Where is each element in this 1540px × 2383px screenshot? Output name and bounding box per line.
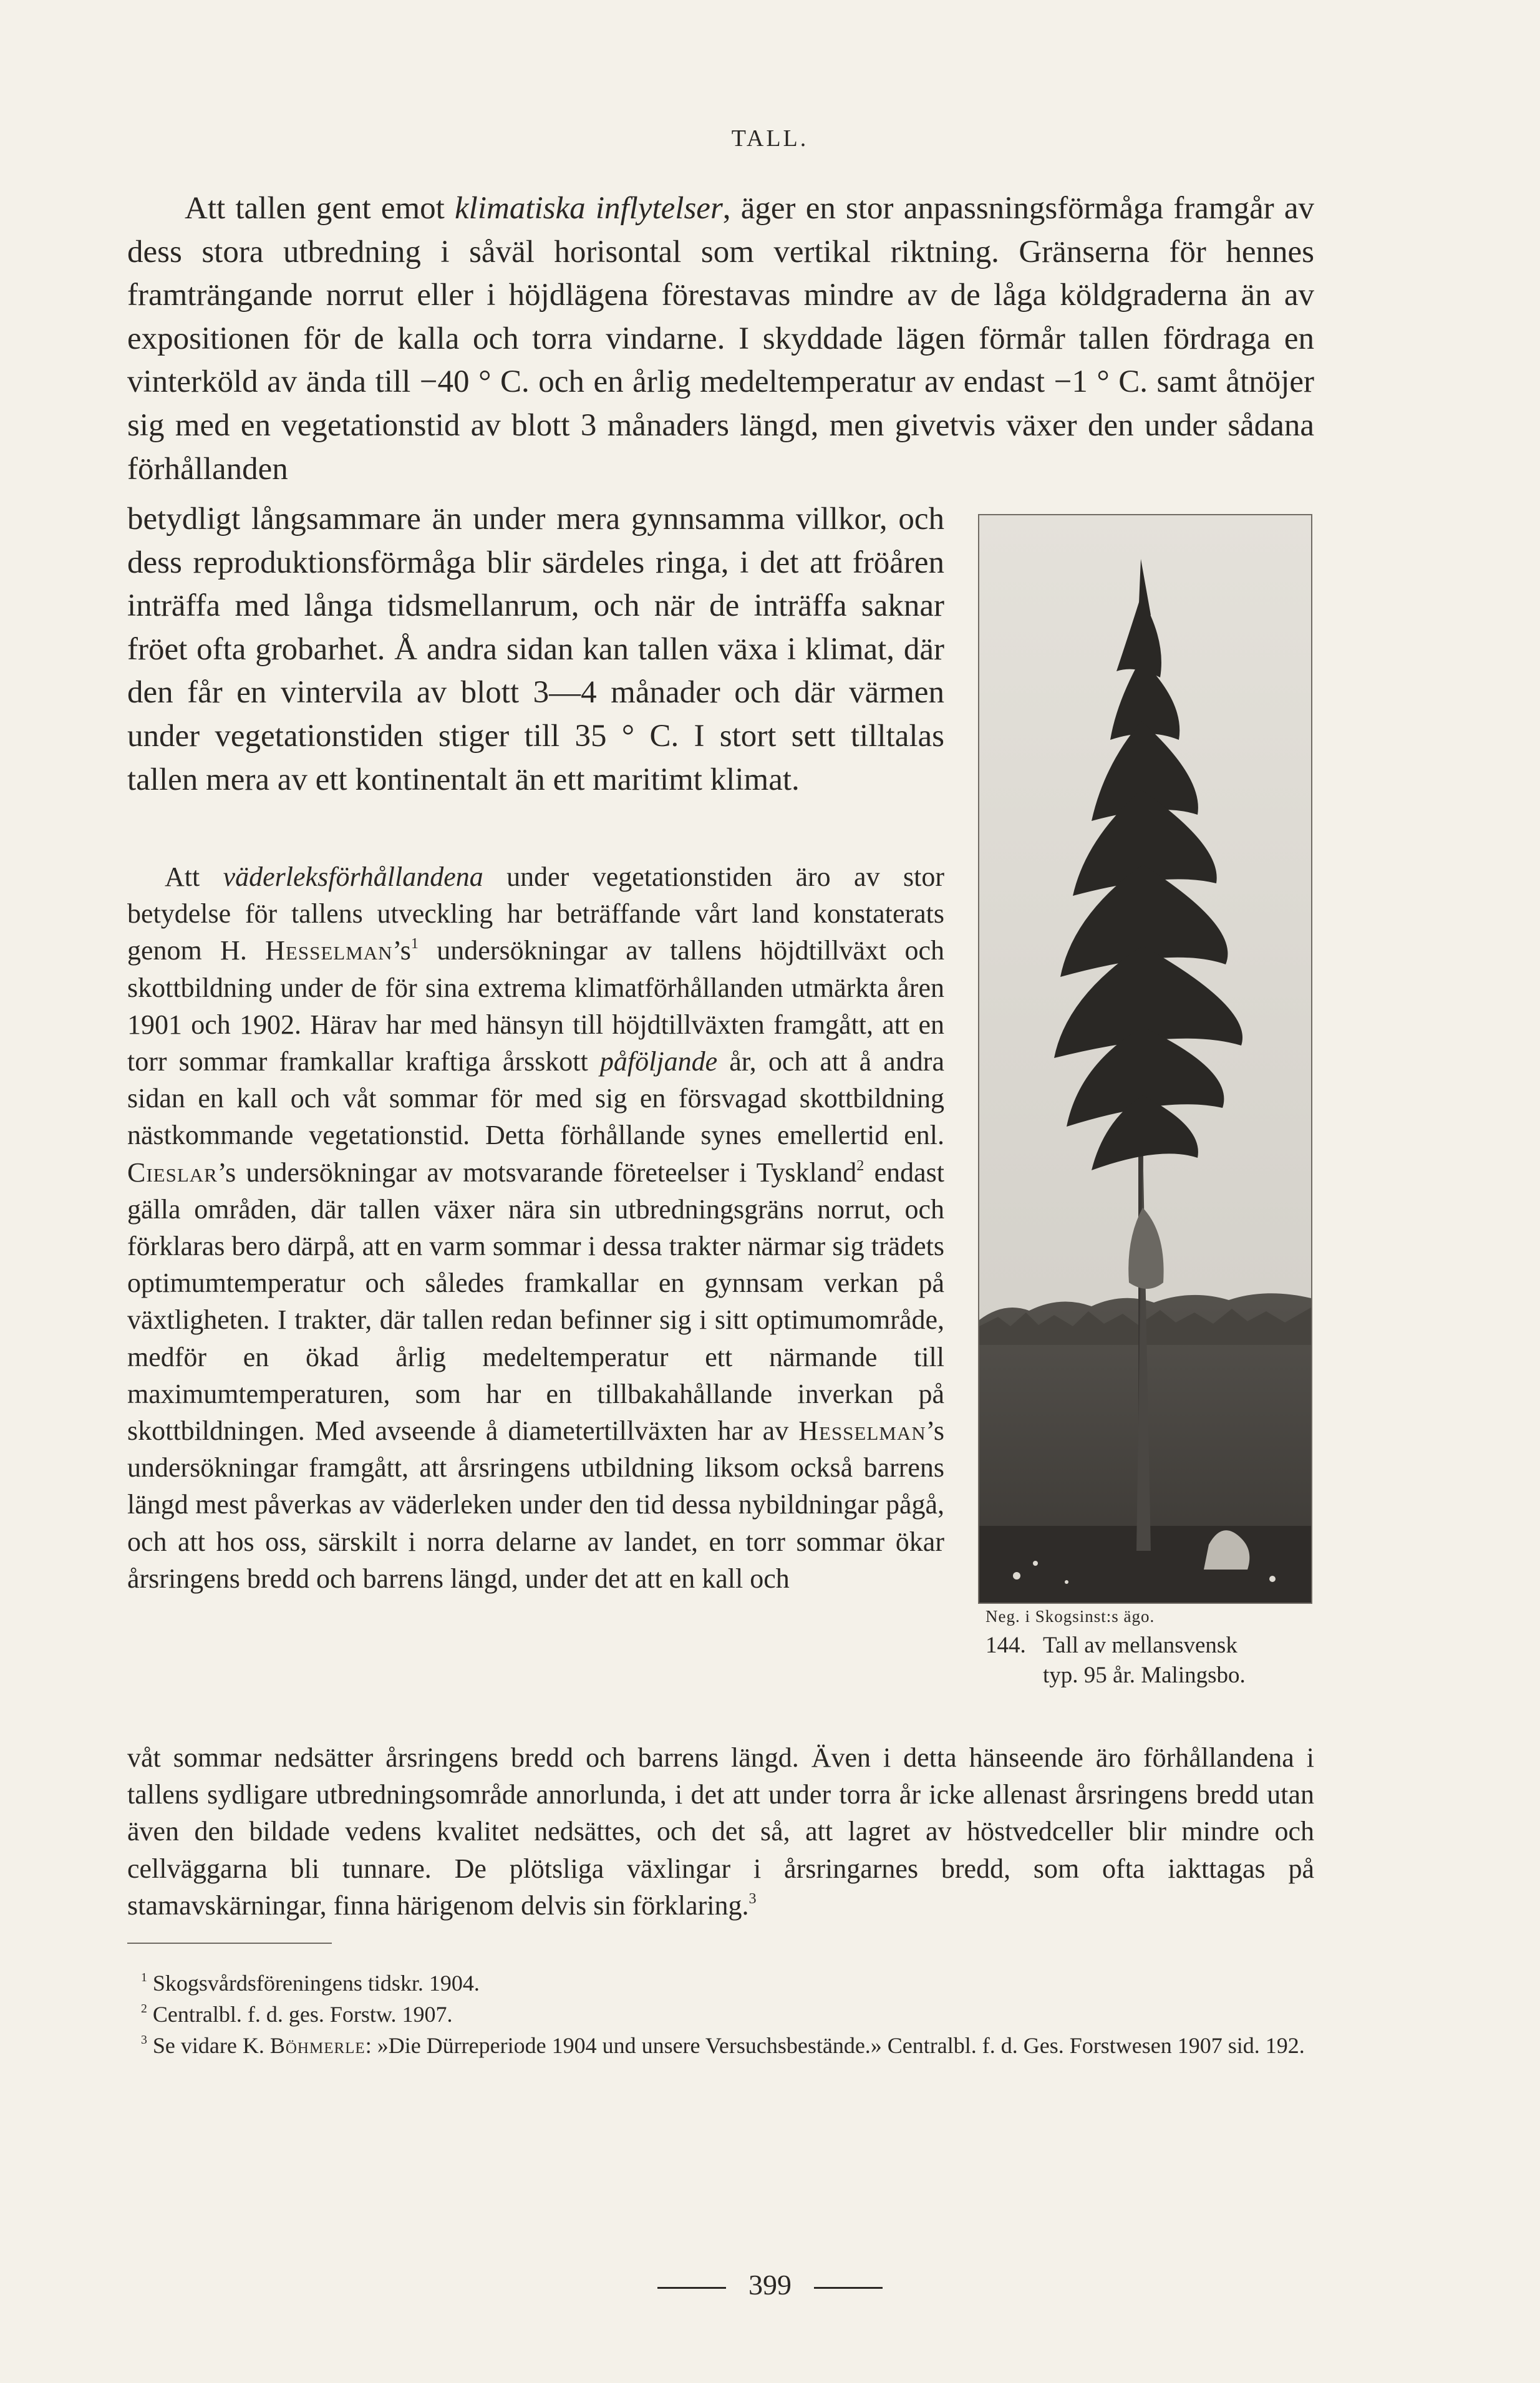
- photo-credit: Neg. i Skogsinst:s ägo.: [986, 1607, 1155, 1626]
- paragraph-2: betydligt långsammare än under mera gynnsamma villkor, och dess reproduktionsförmåga blir särdeles ringa, i det att fröåren inträffa med långa tidsmellanrum, och när de inträffa saknar fröet ofta grobarhet. Å andra sidan kan tallen växa i klimat, där den får en vintervila av blott 3—4 månader och där värmen under vegetationstiden stiger till 35 ° C. I stort sett tilltalas tallen mera av ett kontinentalt än ett maritimt klimat.: [127, 502, 944, 797]
- p3-author-hesselman-2: Hesselman: [798, 1415, 926, 1447]
- footnote-3-text-b: : »Die Dürreperiode 1904 und unsere Versuchsbestände.» Centralbl. f. d. Ges. Forstwesen 1907 sid. 192.: [365, 2033, 1305, 2058]
- footnote-3-author: Böhmerle: [269, 2033, 366, 2058]
- p3-text-1: Att: [165, 861, 223, 892]
- paragraph-1-text-b: , äger en stor anpassningsförmåga framgår av dess stora utbredning i såväl horisontal som vertikal riktning. Gränserna för hennes framträngande norrut eller i höjdlägena förestavas mindre av de låga köldgraderna än av expositionen för de kalla och torra vindarne. I skyddade lägen förmår tallen fördraga en vinterköld av ända till −40 ° C. och en årlig medeltemperatur av endast −1 ° C. samt åtnöjer sig med en vegetationstid av blott 3 månaders längd, men givetvis växer den under sådana förhållanden: [127, 191, 1315, 487]
- p3-text-2: under vegetationstiden äro av stor betydelse för tallens utveckling har beträffande vårt land konstaterats genom H.: [127, 861, 944, 966]
- p3-text-4: undersökningar av tallens höjdtillväxt och skottbildning under de för sina extrema klimatförhållanden utmärkta åren 1901 och 1902. Härav har med hänsyn till höjdtillväxten framgått, att en torr sommar framkallar kraftiga årsskott: [127, 935, 944, 1077]
- paragraph-1: [127, 187, 1314, 491]
- figure-caption: [986, 1631, 1322, 1691]
- paragraph-3: [127, 858, 944, 1597]
- paragraph-1-text-a: Att tallen gent emot: [185, 191, 455, 226]
- footnote-3-text-a: Se vidare K.: [152, 2033, 270, 2058]
- footnote-rule: [127, 1943, 332, 1944]
- page-number-text: 399: [748, 2269, 792, 2301]
- paragraph-1-italic: klimatiska inflytelser: [455, 191, 723, 226]
- page-number: [0, 2268, 1540, 2301]
- p3-author-hesselman: Hesselman: [265, 935, 393, 966]
- footnote-2-text: Centralbl. f. d. ges. Forstw. 1907.: [152, 2002, 453, 2027]
- caption-line-1: Tall av mellansvensk: [1043, 1633, 1237, 1658]
- footnote-2: [127, 1999, 1319, 2030]
- p3-italic-2: påföljande: [599, 1046, 718, 1077]
- p3-text-6: ’s undersökningar av motsvarande företeelser i Tyskland: [217, 1157, 857, 1188]
- footnote-ref-1[interactable]: 1: [410, 935, 419, 953]
- p3-text-7: endast gälla områden, där tallen växer nära sin utbredningsgräns norrut, och förklaras bero därpå, att en varm sommar i dessa trakter närmar sig trädets optimumtemperatur och således framkallar en gynnsam verkan på växtligheten. I trakter, där tallen redan befinner sig i sitt optimumområde, medför en ökad årlig medeltemperatur ett närmande till maximumtemperaturen, som har en tillbakahållande inverkan på skottbildningen. Med avseende å diametertillväxten har av: [127, 1157, 944, 1447]
- tree-photograph: [978, 514, 1312, 1604]
- pine-tree-illustration: [979, 515, 1311, 1603]
- footnote-1-text: Skogsvårdsföreningens tidskr. 1904.: [152, 1971, 480, 1996]
- footnote-3-mark: 3: [141, 2033, 147, 2047]
- p3-text-5: år, och att å andra sidan en kall och våt sommar för med sig en försvagad skottbildning nästkommande vegetationstid. Detta förhållande synes emellertid enl.: [127, 1046, 944, 1151]
- paragraph-4: [127, 1739, 1314, 1924]
- folio-dash-left: [657, 2287, 726, 2289]
- p3-text-8: ’s undersökningar framgått, att årsringens utbildning liksom också barrens längd mest påverkas av väderleken under den tid dessa nybildningar pågå, och att hos oss, särskilt i norra delarne av landet, en torr sommar ökar årsringens bredd och barrens längd, under det att en kall och: [127, 1415, 944, 1594]
- folio-dash-right: [814, 2287, 883, 2289]
- p3-italic-1: väderleksförhållandena: [223, 861, 483, 892]
- footnotes: [127, 1968, 1319, 2061]
- footnote-1-mark: 1: [141, 1971, 147, 1985]
- p4-text: våt sommar nedsätter årsringens bredd och barrens längd. Även i detta hänseende äro förhållandena i tallens sydligare utbredningsområde annorlunda, i det att under torra år icke allenast årsringens bredd utan även den bildade vedens kvalitet nedsättes, och det så, att lagret av höstvedceller blir mindre och cellväggarna bli tunnare. De plötsliga växlingar i årsringarnes bredd, som ofta iakttagas på stamavskärningar, finna härigenom delvis sin förklaring.: [127, 1742, 1314, 1921]
- running-head: TALL.: [731, 125, 809, 152]
- footnote-2-mark: 2: [141, 2002, 147, 2016]
- p3-author-cieslar: Cieslar: [127, 1157, 218, 1188]
- footnote-1: [127, 1968, 1319, 1999]
- figure-number: 144.: [986, 1633, 1026, 1658]
- footnote-3: [127, 2030, 1319, 2061]
- footnote-ref-2[interactable]: 2: [856, 1157, 864, 1174]
- p3-text-3: ’s: [392, 935, 411, 966]
- footnote-ref-3[interactable]: 3: [748, 1890, 757, 1907]
- caption-line-2: typ. 95 år. Malingsbo.: [1043, 1662, 1246, 1688]
